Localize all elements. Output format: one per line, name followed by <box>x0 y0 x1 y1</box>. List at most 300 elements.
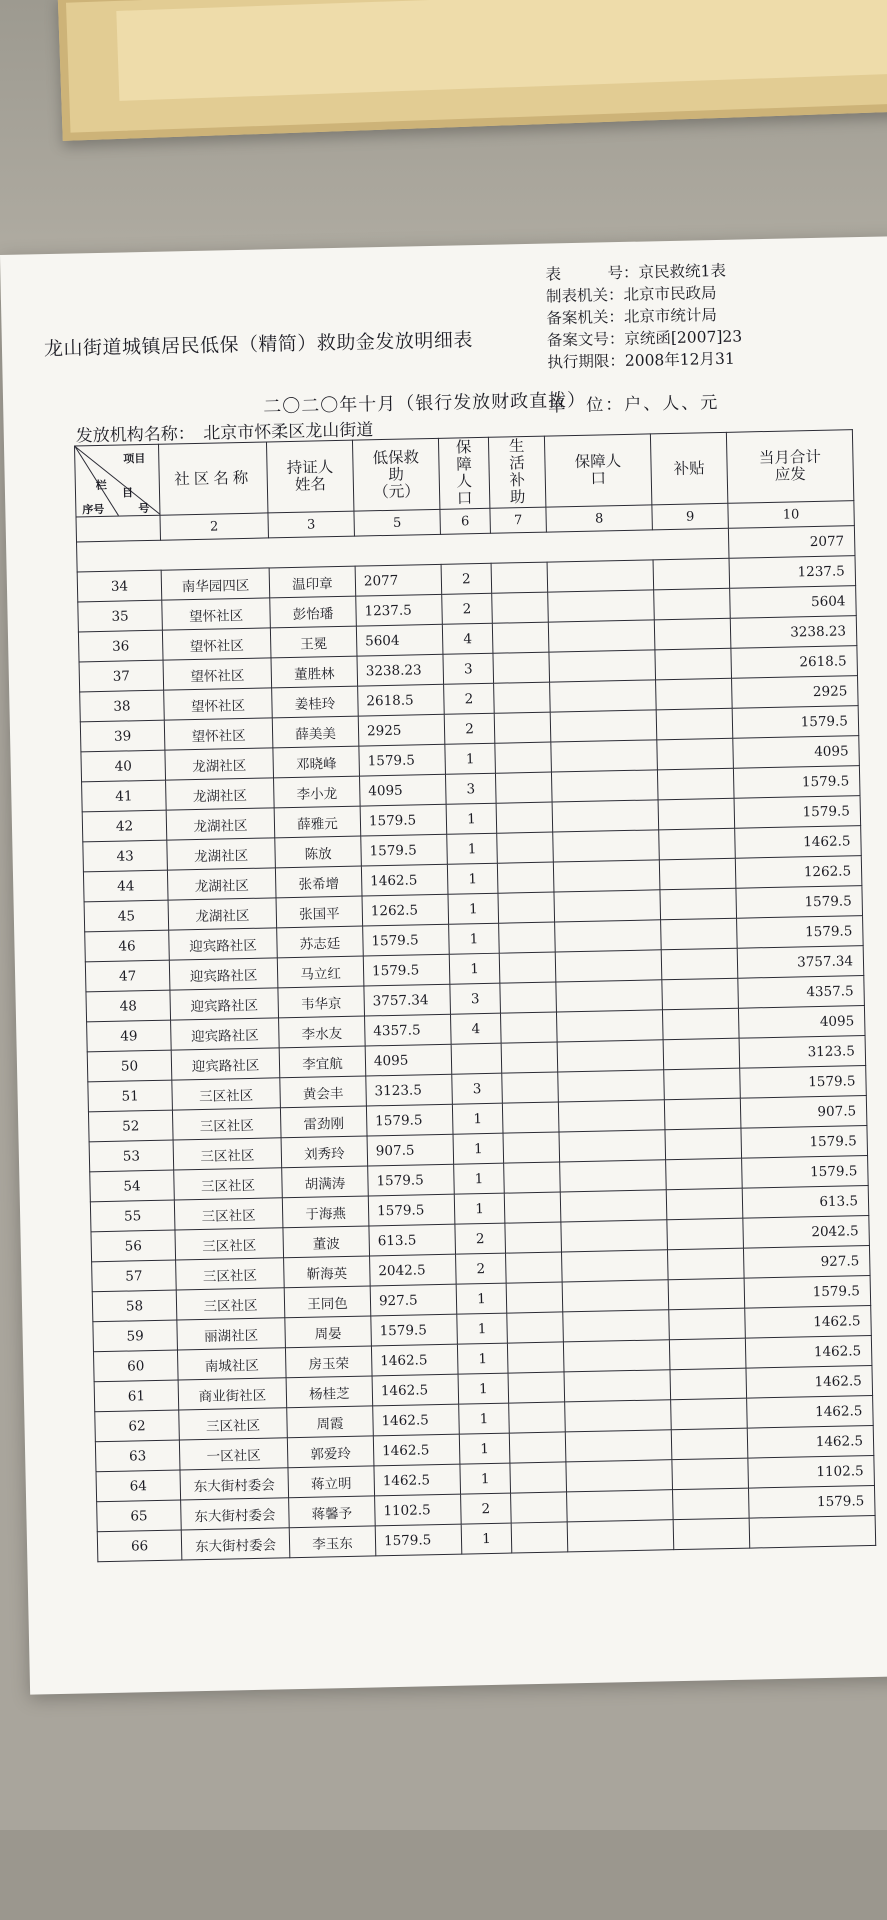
allowance <box>665 1128 742 1160</box>
org-name: 发放机构名称： 北京市怀柔区龙山街道 <box>75 420 374 447</box>
guard-population <box>555 920 662 952</box>
living-allowance <box>500 1012 557 1043</box>
row-number: 37 <box>79 660 164 692</box>
month-total: 2618.5 <box>731 646 858 679</box>
population-count: 1 <box>461 1523 512 1554</box>
living-allowance <box>498 892 555 923</box>
document-title: 龙山街道城镇居民低保（精简）救助金发放明细表 <box>43 329 474 361</box>
doc-no-label: 备案文号： <box>546 329 625 350</box>
living-allowance <box>494 712 551 743</box>
holder-name: 王同色 <box>284 1286 371 1318</box>
allowance <box>664 1098 741 1130</box>
subsidy-amount: 3123.5 <box>366 1074 453 1106</box>
row-number: 35 <box>78 600 163 632</box>
row-number: 48 <box>86 990 171 1022</box>
holder-name: 刘秀玲 <box>281 1136 368 1168</box>
header-living: 生活补助 <box>488 436 545 508</box>
subsidy-amount: 1579.5 <box>368 1164 455 1196</box>
row-number: 61 <box>94 1380 179 1412</box>
population-count: 1 <box>453 1133 504 1164</box>
document-sheet <box>0 236 887 1695</box>
row-number: 43 <box>83 840 168 872</box>
holder-name: 黄会丰 <box>280 1076 367 1108</box>
community-name: 迎宾路社区 <box>169 928 278 960</box>
guard-population <box>550 680 657 712</box>
community-name: 望怀社区 <box>164 688 273 720</box>
corner-header <box>75 444 160 517</box>
community-name: 商业街社区 <box>178 1378 287 1410</box>
holder-name: 张国平 <box>276 896 363 928</box>
community-name: 南城社区 <box>177 1348 286 1380</box>
header-holder: 持证人姓名 <box>266 440 353 513</box>
row-number: 50 <box>87 1050 172 1082</box>
subsidy-amount: 1462.5 <box>373 1434 460 1466</box>
header-allowance: 补贴 <box>650 432 727 505</box>
community-name: 望怀社区 <box>162 628 271 660</box>
subsidy-amount: 3757.34 <box>364 984 451 1016</box>
month-total: 1579.5 <box>737 916 864 949</box>
guard-population <box>553 860 660 892</box>
living-allowance <box>496 802 553 833</box>
month-total: 1462.5 <box>745 1335 872 1368</box>
allowance <box>668 1278 745 1310</box>
guard-population <box>560 1160 667 1192</box>
population-count: 2 <box>442 593 493 624</box>
colnum: 7 <box>490 507 547 533</box>
subsidy-amount: 1262.5 <box>362 894 449 926</box>
subsidy-amount: 1462.5 <box>373 1404 460 1436</box>
community-name: 三区社区 <box>172 1078 281 1110</box>
allowance <box>666 1158 743 1190</box>
allowance <box>662 978 739 1010</box>
community-name: 东大街村委会 <box>180 1468 289 1500</box>
colnum: 10 <box>728 501 854 529</box>
maker: 北京市民政局 <box>623 284 717 304</box>
allowance <box>672 1458 749 1490</box>
month-total: 613.5 <box>742 1186 869 1219</box>
community-name: 迎宾路社区 <box>170 988 279 1020</box>
allowance <box>658 798 735 830</box>
guard-population <box>551 740 658 772</box>
colnum: 3 <box>268 511 355 538</box>
allowance <box>659 858 736 890</box>
row-number: 46 <box>85 930 170 962</box>
unit-label: 单 位：户、人、元 <box>548 392 720 417</box>
living-allowance <box>499 952 556 983</box>
row-number: 45 <box>84 900 169 932</box>
guard-population <box>552 800 659 832</box>
row-number: 47 <box>85 960 170 992</box>
population-count: 1 <box>457 1313 508 1344</box>
row-number: 59 <box>93 1320 178 1352</box>
form-no-label: 表 号： <box>545 263 639 284</box>
filing-label: 备案机关： <box>546 307 625 328</box>
allowance <box>673 1518 750 1550</box>
month-total: 1462.5 <box>747 1395 874 1428</box>
allowance <box>662 1008 739 1040</box>
community-name: 三区社区 <box>172 1108 281 1140</box>
subsidy-amount: 1579.5 <box>363 954 450 986</box>
allowance <box>663 1038 740 1070</box>
guard-population <box>567 1520 674 1552</box>
holder-name: 李宜航 <box>279 1046 366 1078</box>
holder-name: 王冕 <box>270 626 357 658</box>
month-total: 4357.5 <box>738 976 865 1009</box>
allowance <box>654 588 731 620</box>
subsidy-amount: 907.5 <box>367 1134 454 1166</box>
population-count: 1 <box>459 1433 510 1464</box>
community-name: 三区社区 <box>174 1168 283 1200</box>
guard-population <box>560 1190 667 1222</box>
allowance <box>667 1248 744 1280</box>
guard-population <box>562 1280 669 1312</box>
month-total: 3757.34 <box>737 946 864 979</box>
guard-population <box>548 620 655 652</box>
population-count: 1 <box>457 1343 508 1374</box>
month-total: 1579.5 <box>740 1066 867 1099</box>
colnum: 2 <box>160 513 268 540</box>
holder-name: 董波 <box>283 1226 370 1258</box>
header-guard-pop: 保障人口 <box>544 434 651 507</box>
allowance <box>661 948 738 980</box>
allowance <box>661 918 738 950</box>
holder-name: 苏志廷 <box>277 926 364 958</box>
allowance <box>653 558 730 590</box>
month-total: 1462.5 <box>746 1365 873 1398</box>
subsidy-amount: 4357.5 <box>365 1014 452 1046</box>
month-total: 2925 <box>732 676 859 709</box>
row-number: 56 <box>91 1230 176 1262</box>
row-number: 34 <box>77 570 162 602</box>
living-allowance <box>506 1282 563 1313</box>
allowance <box>657 768 734 800</box>
month-total: 1102.5 <box>748 1455 875 1488</box>
community-name: 龙湖社区 <box>168 898 277 930</box>
holder-name: 彭怡璠 <box>270 596 357 628</box>
guard-population <box>556 980 663 1012</box>
month-total: 1462.5 <box>747 1425 874 1458</box>
doc-no: 京统函[2007]23 <box>624 327 743 348</box>
subsidy-amount: 1462.5 <box>371 1344 458 1376</box>
subsidy-amount: 1579.5 <box>363 924 450 956</box>
living-allowance <box>491 562 548 593</box>
community-name: 三区社区 <box>176 1258 285 1290</box>
row-number: 60 <box>93 1350 178 1382</box>
month-total: 3123.5 <box>739 1036 866 1069</box>
subsidy-amount: 1462.5 <box>372 1374 459 1406</box>
colnum <box>76 515 161 542</box>
guard-population <box>554 890 661 922</box>
subsidy-amount: 613.5 <box>369 1224 456 1256</box>
allowance <box>671 1428 748 1460</box>
subsidy-amount: 1579.5 <box>366 1104 453 1136</box>
holder-name: 薛雅元 <box>274 806 361 838</box>
living-allowance <box>493 652 550 683</box>
population-count: 4 <box>450 1013 501 1044</box>
community-name: 龙湖社区 <box>167 838 276 870</box>
month-total: 1579.5 <box>741 1126 868 1159</box>
row-number: 42 <box>82 810 167 842</box>
community-name: 三区社区 <box>174 1198 283 1230</box>
community-name: 三区社区 <box>175 1228 284 1260</box>
allowance <box>669 1308 746 1340</box>
community-name: 龙湖社区 <box>166 778 275 810</box>
community-name: 一区社区 <box>179 1438 288 1470</box>
holder-name: 靳海英 <box>284 1256 371 1288</box>
header-population: 保障人口 <box>438 437 489 509</box>
month-total: 1237.5 <box>729 556 856 589</box>
row-number: 54 <box>90 1170 175 1202</box>
population-count: 2 <box>461 1493 512 1524</box>
population-count: 2 <box>456 1253 507 1284</box>
row-number: 66 <box>97 1530 182 1562</box>
community-name: 望怀社区 <box>163 658 272 690</box>
subsidy-amount: 1579.5 <box>359 744 446 776</box>
population-count: 2 <box>455 1223 506 1254</box>
community-name: 龙湖社区 <box>166 808 275 840</box>
population-count: 3 <box>445 773 496 804</box>
subsidy-amount: 1102.5 <box>375 1494 462 1526</box>
month-total: 1462.5 <box>745 1305 872 1338</box>
colnum: 6 <box>440 508 491 534</box>
corner-lan-label: 栏 <box>95 478 107 493</box>
first-total: 2077 <box>728 526 855 559</box>
month-total: 1579.5 <box>744 1276 871 1309</box>
holder-name: 陈放 <box>275 836 362 868</box>
holder-name: 韦华京 <box>278 986 365 1018</box>
month-total: 1262.5 <box>735 856 862 889</box>
holder-name: 雷劲刚 <box>280 1106 367 1138</box>
guard-population <box>565 1430 672 1462</box>
living-allowance <box>497 862 554 893</box>
filing: 北京市统计局 <box>623 306 718 326</box>
corner-seq-label: 序号 <box>82 502 105 517</box>
allowance <box>666 1188 743 1220</box>
row-number: 55 <box>90 1200 175 1232</box>
holder-name: 李小龙 <box>274 776 361 808</box>
table-body <box>77 556 876 1562</box>
living-allowance <box>495 742 552 773</box>
community-name: 丽湖社区 <box>177 1318 286 1350</box>
holder-name: 董胜林 <box>271 656 358 688</box>
guard-population <box>551 770 658 802</box>
living-allowance <box>494 682 551 713</box>
allowance <box>673 1488 750 1520</box>
holder-name: 马立红 <box>277 956 364 988</box>
month-total: 5604 <box>730 586 857 619</box>
subsidy-amount: 927.5 <box>370 1284 457 1316</box>
header-community: 社区名称 <box>158 442 267 515</box>
guard-population <box>558 1100 665 1132</box>
guard-population <box>559 1130 666 1162</box>
population-count: 3 <box>443 653 494 684</box>
living-allowance <box>502 1072 559 1103</box>
population-count: 1 <box>446 803 497 834</box>
living-allowance <box>501 1042 558 1073</box>
population-count: 4 <box>442 623 493 654</box>
month-total: 1579.5 <box>733 766 860 799</box>
row-number: 64 <box>96 1470 181 1502</box>
guard-population <box>566 1460 673 1492</box>
subsidy-amount: 2077 <box>355 564 442 596</box>
population-count: 1 <box>449 953 500 984</box>
population-count: 1 <box>447 833 498 864</box>
community-name: 三区社区 <box>179 1408 288 1440</box>
community-name: 望怀社区 <box>164 718 273 750</box>
guard-population <box>547 560 654 592</box>
living-allowance <box>506 1252 563 1283</box>
subsidy-amount: 1579.5 <box>368 1194 455 1226</box>
maker-label: 制表机关： <box>545 285 624 306</box>
guard-population <box>563 1340 670 1372</box>
month-total: 1579.5 <box>732 706 859 739</box>
population-count: 1 <box>449 923 500 954</box>
allowance <box>654 618 731 650</box>
subsidy-amount: 1462.5 <box>361 864 448 896</box>
allowance <box>667 1218 744 1250</box>
population-count: 1 <box>454 1163 505 1194</box>
form-meta <box>545 259 743 373</box>
living-allowance <box>492 622 549 653</box>
guard-population <box>563 1310 670 1342</box>
living-allowance <box>492 592 549 623</box>
population-count: 2 <box>441 563 492 594</box>
colnum: 8 <box>546 505 653 532</box>
period-label: 执行期限： <box>547 351 626 372</box>
row-number: 39 <box>80 720 165 752</box>
community-name: 龙湖社区 <box>165 748 274 780</box>
subsidy-amount: 1579.5 <box>375 1524 462 1556</box>
living-allowance <box>500 982 557 1013</box>
month-total: 1579.5 <box>742 1156 869 1189</box>
community-name: 迎宾路社区 <box>169 958 278 990</box>
community-name: 迎宾路社区 <box>171 1048 280 1080</box>
background-bottom <box>0 1830 887 1920</box>
community-name: 龙湖社区 <box>167 868 276 900</box>
population-count: 2 <box>444 683 495 714</box>
living-allowance <box>499 922 556 953</box>
subsidy-amount: 3238.23 <box>357 654 444 686</box>
holder-name: 杨桂芝 <box>286 1376 373 1408</box>
guard-population <box>564 1370 671 1402</box>
living-allowance <box>507 1342 564 1373</box>
population-count: 3 <box>450 983 501 1014</box>
subsidy-amount: 1237.5 <box>356 594 443 626</box>
header-month-total: 当月合计应发 <box>726 430 853 504</box>
living-allowance <box>504 1192 561 1223</box>
row-number: 65 <box>97 1500 182 1532</box>
month-total: 927.5 <box>743 1246 870 1279</box>
population-count <box>451 1043 502 1074</box>
holder-name: 周霞 <box>287 1406 374 1438</box>
subsidy-amount: 1579.5 <box>361 834 448 866</box>
allowance <box>664 1068 741 1100</box>
relief-table <box>74 429 876 1562</box>
row-number: 36 <box>78 630 163 662</box>
population-count: 1 <box>459 1403 510 1434</box>
subsidy-amount: 4095 <box>365 1044 452 1076</box>
living-allowance <box>503 1132 560 1163</box>
subsidy-amount: 1579.5 <box>371 1314 458 1346</box>
population-count: 2 <box>444 713 495 744</box>
living-allowance <box>505 1222 562 1253</box>
holder-name: 蒋馨予 <box>289 1496 376 1528</box>
row-number: 58 <box>92 1290 177 1322</box>
holder-name: 李水友 <box>279 1016 366 1048</box>
row-number: 51 <box>88 1080 173 1112</box>
guard-population <box>556 1010 663 1042</box>
month-total: 3238.23 <box>730 616 857 649</box>
month-total: 1579.5 <box>736 886 863 919</box>
row-number: 49 <box>87 1020 172 1052</box>
allowance <box>669 1338 746 1370</box>
row-number: 41 <box>82 780 167 812</box>
subsidy-amount: 1462.5 <box>374 1464 461 1496</box>
community-name: 东大街村委会 <box>181 1498 290 1530</box>
header-subsidy: 低保救助（元） <box>352 438 439 511</box>
allowance <box>657 738 734 770</box>
corner-item-label: 项目 <box>123 452 146 466</box>
guard-population <box>550 710 657 742</box>
allowance <box>660 888 737 920</box>
living-allowance <box>509 1432 566 1463</box>
allowance <box>656 708 733 740</box>
guard-population <box>567 1490 674 1522</box>
colnum: 9 <box>652 503 729 530</box>
community-name: 南华园四区 <box>161 568 270 600</box>
holder-name: 温印章 <box>269 566 356 598</box>
community-name: 望怀社区 <box>162 598 271 630</box>
corner-mu-label: 目 <box>121 486 134 500</box>
community-name: 东大街村委会 <box>181 1528 290 1560</box>
living-allowance <box>510 1462 567 1493</box>
holder-name: 周晏 <box>285 1316 372 1348</box>
living-allowance <box>504 1162 561 1193</box>
corner-hao-label: 号 <box>138 501 150 516</box>
population-count: 1 <box>460 1463 511 1494</box>
row-number: 57 <box>92 1260 177 1292</box>
holder-name: 胡满涛 <box>282 1166 369 1198</box>
subsidy-amount: 2042.5 <box>370 1254 457 1286</box>
month-total: 1462.5 <box>735 826 862 859</box>
colnum: 5 <box>354 509 441 536</box>
holder-name: 郭爱玲 <box>287 1436 374 1468</box>
population-count: 1 <box>452 1103 503 1134</box>
community-name: 迎宾路社区 <box>171 1018 280 1050</box>
living-allowance <box>508 1372 565 1403</box>
allowance <box>655 648 732 680</box>
living-allowance <box>502 1102 559 1133</box>
guard-population <box>557 1040 664 1072</box>
month-total: 1579.5 <box>748 1485 875 1518</box>
population-count: 1 <box>458 1373 509 1404</box>
row-number: 44 <box>83 870 168 902</box>
row-number: 62 <box>95 1410 180 1442</box>
subsidy-amount: 2925 <box>358 714 445 746</box>
form-no: 京民救统1表 <box>638 261 727 282</box>
population-count: 1 <box>447 863 498 894</box>
guard-population <box>561 1220 668 1252</box>
allowance <box>671 1398 748 1430</box>
month-total: 2042.5 <box>743 1216 870 1249</box>
living-allowance <box>511 1492 568 1523</box>
allowance <box>659 828 736 860</box>
period-value: 2008年12月31 <box>624 349 735 370</box>
row-number: 63 <box>95 1440 180 1472</box>
living-allowance <box>495 772 552 803</box>
guard-population <box>548 590 655 622</box>
community-name: 三区社区 <box>173 1138 282 1170</box>
